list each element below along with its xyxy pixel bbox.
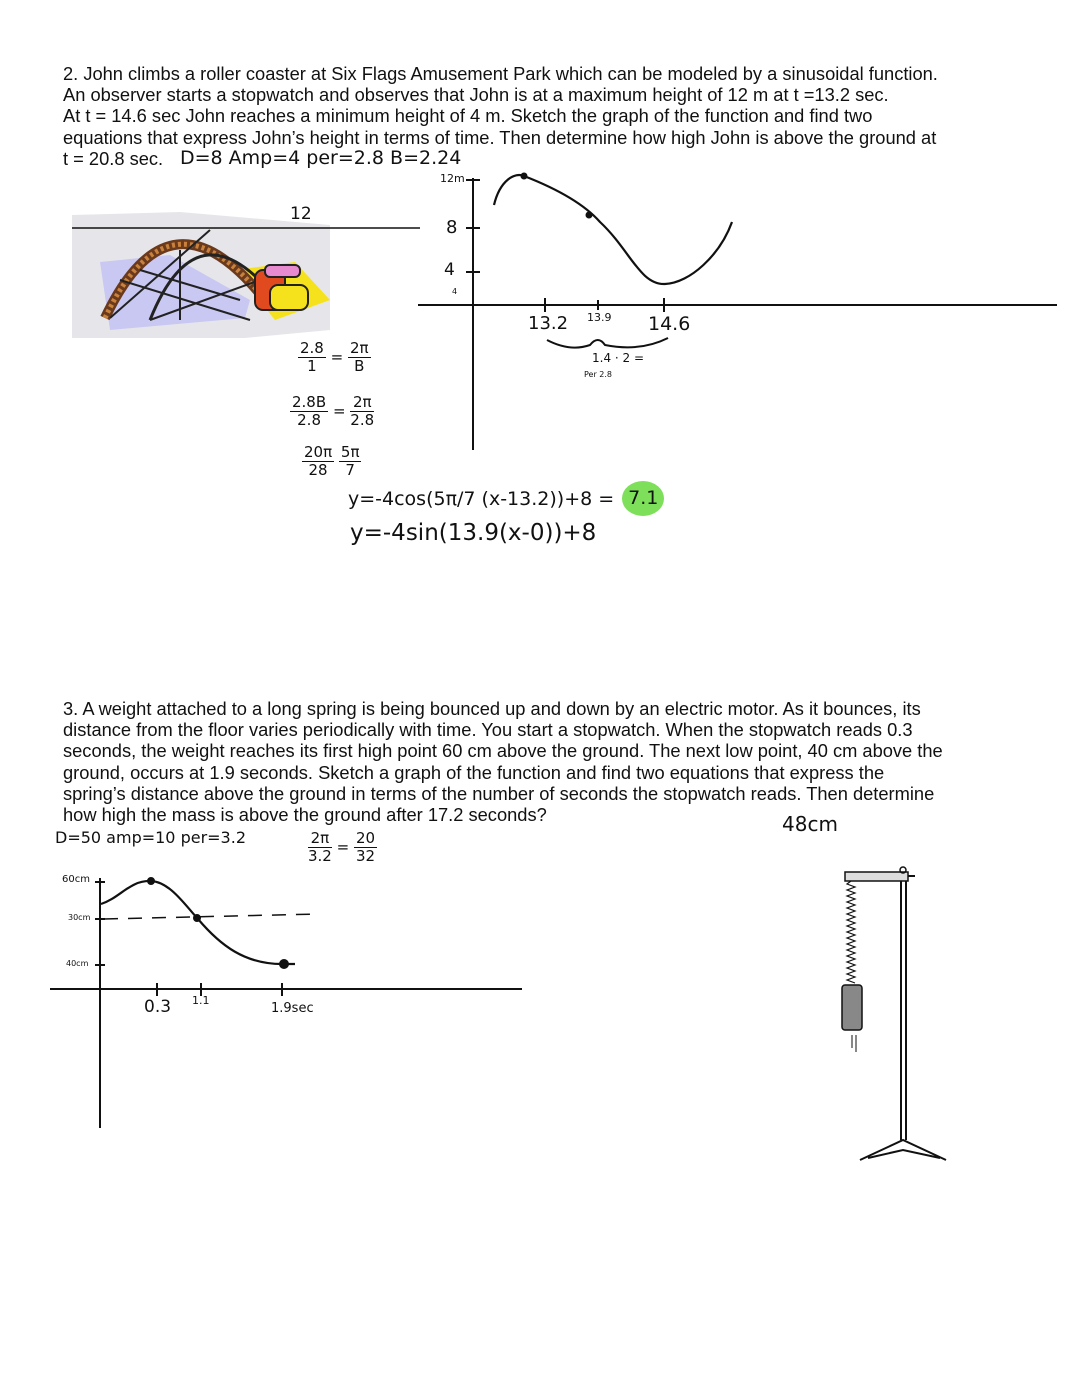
work-step-2: $\frac{2.8B}{2.8}$ = $\frac{2\pi}{2.8}$ (292, 393, 375, 429)
q2-line: 2. John climbs a roller coaster at Six Flags Amusement Park which can be modeled by a sinusoidal function. (63, 63, 938, 84)
q3-line: how high the mass is above the ground after 17.2 seconds? (63, 804, 547, 826)
q2-line: An observer starts a stopwatch and observes that John is at a maximum height of 12 m at t =13.2 sec. (63, 84, 889, 106)
question-3-text (63, 698, 1023, 825)
spring-stand-image (842, 867, 946, 1160)
y-label-40cm: 40cm (66, 959, 89, 968)
answer-q2: 7.1 (622, 481, 664, 516)
x-label-0-3: 0.3 (144, 997, 172, 1017)
y-label-60cm: 60cm (62, 874, 90, 885)
q3-line: seconds, the weight reaches its first high point 60 cm above the ground. The next low point, 40 cm above the (63, 740, 943, 762)
answer-q3: 48cm (782, 812, 838, 836)
q2-line: t = 20.8 sec. (63, 147, 164, 169)
y-label-30cm: 30cm (68, 913, 91, 922)
brace-period: Per 2.8 (584, 370, 613, 379)
q3-line: spring’s distance above the ground in terms of the number of seconds the stopwatch reads. Then determine (63, 782, 935, 804)
y-label-4: 4 (444, 260, 455, 280)
y-label-4-small: 4 (452, 287, 458, 296)
equation-sine: y=-4sin(13.9(x-0))+8 (350, 520, 597, 546)
x-label-14-6: 14.6 (648, 313, 691, 335)
roller-coaster-image (72, 212, 330, 338)
brace-note: 1.4 · 2 = (592, 351, 645, 365)
q3-line: distance from the floor varies periodically with time. You start a stopwatch. When the stopwatch reads 0.3 (63, 719, 913, 741)
work-step-3: $\frac{20\pi}{28}$ $\frac{5\pi}{7}$ (304, 443, 360, 479)
x-label-1-9sec: 1.9sec (271, 1001, 314, 1016)
equation-cosine: y=-4cos(5π/7 (x-13.2))+8 = (348, 487, 615, 510)
x-label-1-1: 1.1 (192, 994, 210, 1007)
q3-line: 3. A weight attached to a long spring is being bounced up and down by an electric motor. As it bounces, its (63, 698, 921, 719)
q3-period-fraction: $\frac{2\pi}{3.2}$ = $\frac{20}{32}$ (308, 829, 376, 865)
q3-notes: D=50 amp=10 per=3.2 (55, 828, 246, 847)
q3-line: ground, occurs at 1.9 seconds. Sketch a graph of the function and find two equations that express the (63, 761, 885, 783)
y-label-12: 12m (440, 172, 465, 185)
x-label-13-9: 13.9 (587, 311, 612, 324)
q2-notes: D=8 Amp=4 per=2.8 B=2.24 (180, 147, 462, 169)
work-step-1: $\frac{2.8}{1}$ = $\frac{2\pi}{B}$ (300, 339, 369, 375)
equation-cosine-row (348, 481, 664, 516)
q2-line: equations that express John’s height in terms of time. Then determine how high John is above the ground at (63, 126, 937, 148)
y-label-8: 8 (446, 217, 458, 238)
x-label-13-2: 13.2 (528, 313, 569, 334)
q2-line: At t = 14.6 sec John reaches a minimum height of 4 m. Sketch the graph of the function and find two (63, 105, 873, 127)
q2-graph (418, 174, 1057, 451)
picture-height-label: 12 (290, 204, 312, 224)
